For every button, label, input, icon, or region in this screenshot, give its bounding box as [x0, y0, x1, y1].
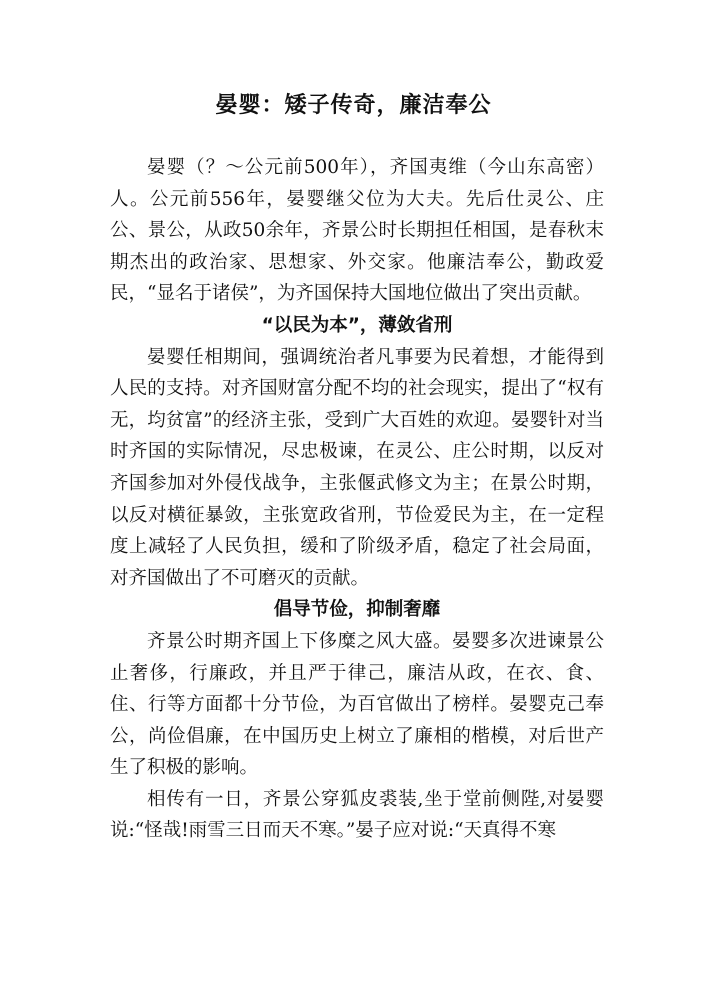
- section-paragraph-people-first: 晏婴任相期间，强调统治者凡事要为民着想，才能得到人民的支持。对齐国财富分配不均的社会现实，提出了“权有无，均贫富”的经济主张，受到广大百姓的欢迎。晏婴针对当时齐国的实际情况，尽忠极谏，在灵公、庄公时期，以反对齐国参加对外侵伐战争，主张偃武修文为主；在景公时期，以反对横征暴敛，主张宽政省刑，节俭爱民为主，在一定程度上减轻了人民负担，缓和了阶级矛盾，稳定了社会局面，对齐国做出了不可磨灭的贡献。: [110, 346, 604, 589]
- document-title: 晏婴：矮子传奇，廉洁奉公: [215, 92, 492, 118]
- section-heading-frugality: 倡导节俭，抑制奢靡: [273, 599, 441, 621]
- section-heading-people-first: “以民为本”，薄敛省刑: [261, 314, 453, 336]
- section-paragraph-frugality: 齐景公时期齐国上下侈糜之风大盛。晏婴多次进谏景公止奢侈，行廉政，并且严于律己，廉洁从政，在衣、食、住、行等方面都十分节俭，为百官做出了榜样。晏婴克己奉公，尚俭倡廉，在中国历史上树立了廉相的楷模，对后世产生了积极的影响。: [110, 630, 604, 779]
- section-paragraph-anecdote: 相传有一日，齐景公穿狐皮裘装,坐于堂前侧陛,对晏婴说:“怪哉!雨雪三日而天不寒。”晏子应对说:“天真得不寒: [110, 788, 604, 842]
- intro-paragraph: 晏婴（？～公元前500年），齐国夷维（今山东高密）人。公元前556年，晏婴继父位为大夫。先后仕灵公、庄公、景公，从政50余年，齐景公时长期担任相国，是春秋末期杰出的政治家、思想家、外交家。他廉洁奉公，勤政爱民，“显名于诸侯”，为齐国保持大国地位做出了突出贡献。: [110, 157, 604, 305]
- document-body: [110, 152, 604, 847]
